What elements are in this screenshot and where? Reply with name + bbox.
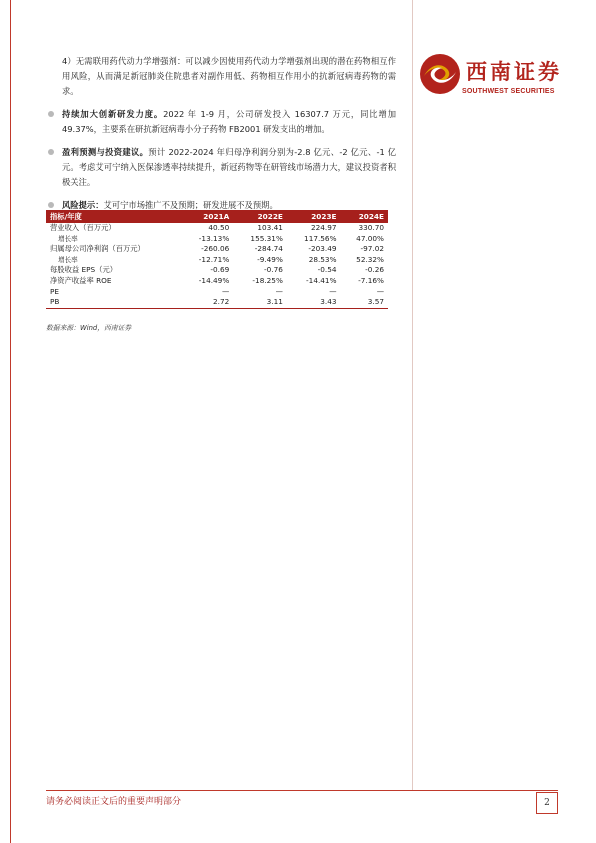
row-label: 归属母公司净利润（百万元） [50,244,145,254]
bullet-text: 艾可宁市场推广不及预期；研发进展不及预期。 [103,200,278,210]
table-cell: -97.02 [360,244,384,254]
table-cell: -13.13% [198,233,230,243]
header-cell: 2021A [182,210,233,223]
data-source-note: 数据来源：Wind，西南证券 [46,324,132,332]
bullet-rd-investment [46,107,396,137]
financial-forecast-table [46,210,388,309]
table-cell: 47.00% [356,233,384,243]
company-logo [418,52,568,102]
footer-rule [46,790,558,791]
table-row [46,265,388,276]
logo-mark-icon [418,52,462,96]
table-row [46,234,388,245]
page-number: 2 [536,792,558,814]
row-label: PE [50,286,60,296]
table-cell: — [329,286,337,296]
footer-disclaimer: 请务必阅读正文后的重要声明部分 [46,797,182,807]
header-cell: 2023E [287,210,341,223]
logo-english-name: SOUTHWEST SECURITIES [462,88,555,95]
table-cell: 3.11 [233,297,287,308]
row-label: 营业收入（百万元） [50,223,116,232]
table-cell: — [275,286,283,296]
table-body [46,223,388,308]
table-cell: 3.57 [341,297,388,308]
header-cell: 指标/年度 [46,210,182,223]
table-cell: -203.49 [308,244,337,254]
table-row [46,223,388,234]
table-cell: 3.43 [287,297,341,308]
table-cell: -284.74 [254,244,283,254]
bullet-title: 风险提示： [62,200,104,210]
header-cell: 2022E [233,210,287,223]
table-row [46,244,388,255]
table-cell: -9.49% [257,254,283,264]
row-label: 增长率 [58,234,78,243]
table-cell: -260.06 [201,244,230,254]
bullet-dot-icon [48,149,54,155]
table-cell: — [221,286,230,296]
table-header-row [46,210,388,223]
table-cell: -0.54 [317,265,337,275]
bullet-title: 持续加大创新研发力度。 [62,109,164,119]
row-label: PB [46,297,182,308]
table-cell: -7.16% [358,275,384,285]
table-cell: -12.71% [198,254,230,264]
table-cell: — [376,286,384,296]
table-cell: -0.76 [264,265,283,275]
intro-paragraph: 4）无需联用药代动力学增强剂：可以减少因使用药代动力学增强剂出现的潜在药物相互作用风险，从而满足新冠肺炎住院患者对副作用低、药物相互作用小的抗新冠病毒药物的需求。 [62,56,396,96]
logo-chinese-name: 西南证券 [466,59,562,84]
table-row [46,287,388,298]
table-cell: 2.72 [182,297,233,308]
bullet-text: 预计 2022-2024 年归母净利润分别为-2.8 亿元、-2 亿元、-1 亿元。考虑艾可宁纳入医保渗透率持续提升，新冠药物等在研管线市场潜力大，建议投资者积极关注。 [62,147,396,187]
table-cell: 40.50 [208,223,230,232]
table-row [46,276,388,287]
table-row [46,297,388,308]
table-cell: -0.69 [210,265,230,275]
right-column-rule [412,0,413,790]
header-cell: 2024E [341,210,388,223]
row-label: 增长率 [58,255,78,264]
table-cell: 28.53% [308,254,337,264]
table-cell: -14.41% [306,275,337,285]
bullet-dot-icon [48,111,54,117]
table-cell: 155.31% [250,233,283,243]
table-cell: 330.70 [358,223,384,232]
row-label: 每股收益 EPS（元） [50,265,118,275]
left-margin-rule [10,0,11,843]
bullet-dot-icon [48,202,54,208]
table-cell: -0.26 [365,265,384,275]
table-cell: 117.56% [304,233,337,243]
bullet-forecast [46,145,396,190]
table-row [46,255,388,266]
table-cell: 52.32% [356,254,384,264]
body-content [46,54,396,221]
table-cell: -14.49% [198,275,230,285]
bullet-title: 盈利预测与投资建议。 [62,147,149,157]
table-cell: 103.41 [257,223,283,232]
table-cell: -18.25% [252,275,283,285]
table-cell: 224.97 [310,223,337,232]
row-label: 净资产收益率 ROE [50,275,112,285]
bullet-text: 2022 年 1-9 月，公司研发投入 16307.7 万元，同比增加 49.37%，主要系在研抗新冠病毒小分子药物 FB2001 研发支出的增加。 [62,109,396,134]
